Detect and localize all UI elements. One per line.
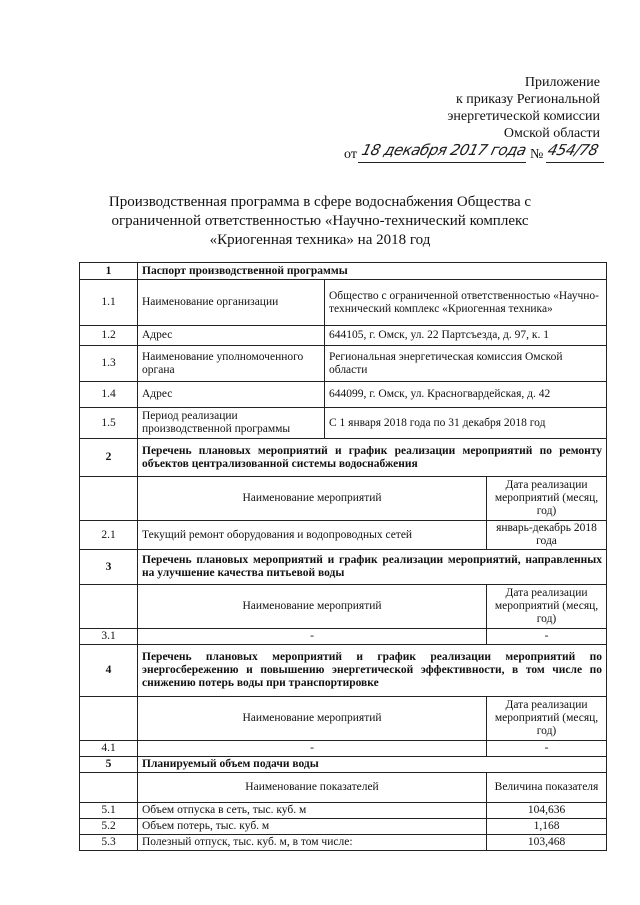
table-row: 2.1 Текущий ремонт оборудования и водопроводных сетей январь-декабрь 2018 года (80, 521, 607, 550)
order-date-handwritten: 18 декабря 2017 года (359, 141, 529, 159)
table-row: 1.4 Адрес 644099, г. Омск, ул. Красногвардейская, д. 42 (80, 382, 607, 408)
section-4-header: 4 Перечень плановых мероприятий и график реализации мероприятий по энергосбережению и повышению энергетической эффективности, в том числе по снижению потерь воды при транспортировке (80, 645, 607, 697)
order-reference (344, 141, 604, 165)
appendix-line: Омской области (503, 126, 600, 141)
order-number-label: № (530, 147, 544, 162)
table-row: 3.1 - - (80, 629, 607, 645)
table-row: 1.1 Наименование организации Общество с ограниченной ответственностью «Научно-технический комплекс «Криогенная техника» (80, 280, 607, 326)
table-header-row: Наименование мероприятий Дата реализации мероприятий (месяц, год) (80, 697, 607, 741)
section-3-header: 3 Перечень плановых мероприятий и график реализации мероприятий, направленных на улучшение качества питьевой воды (80, 550, 607, 585)
document-title: Производственная программа в сфере водоснабжения Общества с ограниченной ответственностью «Научно-технический комплекс «Криогенная техника» на 2018 год (108, 194, 532, 248)
table-row: 5.1 Объем отпуска в сеть, тыс. куб. м 104,636 (80, 803, 607, 819)
table-row: 4.1 - - (80, 741, 607, 757)
section-5-header: 5 Планируемый объем подачи воды (80, 757, 607, 773)
appendix-line: Приложение (524, 75, 600, 90)
table-header-row: Наименование мероприятий Дата реализации мероприятий (месяц, год) (80, 477, 607, 521)
order-number-handwritten: 454/78 (545, 141, 601, 159)
production-program-table (79, 262, 607, 851)
table-row: 1.2 Адрес 644105, г. Омск, ул. 22 Партсъезда, д. 97, к. 1 (80, 326, 607, 346)
table-row: 5.2 Объем потерь, тыс. куб. м 1,168 (80, 819, 607, 835)
table-row: 1.3 Наименование уполномоченного органа Региональная энергетическая комиссия Омской области (80, 346, 607, 382)
table-row: 5.3 Полезный отпуск, тыс. куб. м, в том числе: 103,468 (80, 835, 607, 851)
section-2-header: 2 Перечень плановых мероприятий и график реализации мероприятий по ремонту объектов централизованной системы водоснабжения (80, 439, 607, 477)
appendix-line: к приказу Региональной (455, 92, 600, 107)
table-row: 1.5 Период реализации производственной программы С 1 января 2018 года по 31 декабря 2018 год (80, 408, 607, 439)
section-1-header: 1 Паспорт производственной программы (80, 263, 607, 280)
appendix-block (447, 74, 600, 142)
order-from-label: от (344, 147, 357, 162)
table-header-row: Наименование мероприятий Дата реализации мероприятий (месяц, год) (80, 585, 607, 629)
table-header-row: Наименование показателей Величина показателя (80, 773, 607, 803)
appendix-line: энергетической комиссии (447, 109, 600, 124)
